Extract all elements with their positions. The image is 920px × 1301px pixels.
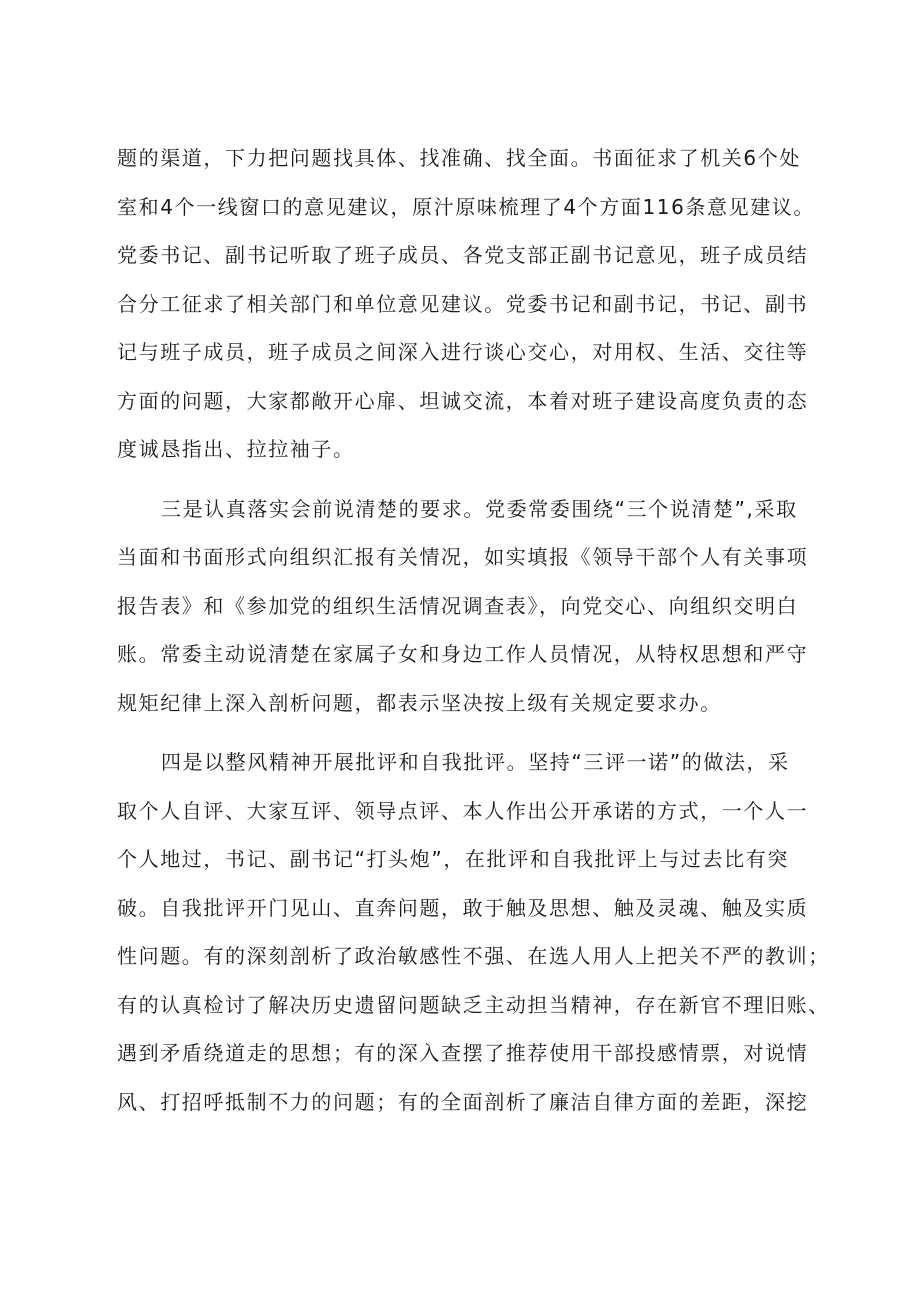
text-line: 账。常委主动说清楚在家属子女和身边工作人员情况，从特权思想和严守	[117, 642, 809, 666]
text-line: 室和4个一线窗口的意见建议，原汁原味梳理了4个方面116条意见建议。	[117, 194, 816, 219]
text-line: 题的渠道，下力把问题找具体、找准确、找全面。书面征求了机关6个处	[117, 146, 801, 170]
text-line: 破。自我批评开门见山、直奔问题，敢于触及思想、触及灵魂、触及实质	[117, 895, 809, 920]
text-line: 当面和书面形式向组织汇报有关情况，如实填报《领导干部个人有关事项	[117, 545, 809, 569]
paragraph-three-heading-line: 三是认真落实会前说清楚的要求。党委常委围绕“三个说清楚”,采取	[161, 496, 798, 521]
document-body	[117, 134, 829, 1126]
text-line: 度诚恳指出、拉拉袖子。	[117, 437, 355, 461]
text-line: 取个人自评、大家互评、领导点评、本人作出公开承诺的方式，一个人一	[117, 798, 809, 823]
text-line: 规矩纪律上深入剖析问题，都表示坚决按上级有关规定要求办。	[117, 690, 722, 715]
text-line: 风、打招呼抵制不力的问题；有的全面剖析了廉洁自律方面的差距，深挖	[117, 1089, 809, 1114]
paragraph-four-heading-line: 四是以整风精神开展批评和自我批评。坚持“三评一诺”的做法，采	[161, 750, 790, 774]
text-line: 合分工征求了相关部门和单位意见建议。党委书记和副书记，书记、副书	[117, 291, 809, 316]
text-line: 报告表》和《参加党的组织生活情况调查表》，向党交心、向组织交明白	[117, 593, 799, 618]
text-line: 遇到矛盾绕道走的思想；有的深入查摆了推荐使用干部投感情票，对说情	[117, 1041, 809, 1065]
text-line: 方面的问题，大家都敞开心扉、坦诚交流，本着对班子建设高度负责的态	[117, 388, 809, 413]
text-line: 个人地过，书记、副书记“打头炮”，在批评和自我批评上与过去比有突	[117, 847, 789, 871]
text-line: 性问题。有的深刻剖析了政治敏感性不强、在选人用人上把关不严的教训；	[117, 944, 830, 968]
text-line: 党委书记、副书记听取了班子成员、各党支部正副书记意见，班子成员结	[117, 243, 809, 267]
text-line: 记与班子成员，班子成员之间深入进行谈心交心，对用权、生活、交往等	[117, 340, 809, 364]
text-line: 有的认真检讨了解决历史遗留问题缺乏主动担当精神，存在新官不理旧账、	[117, 992, 830, 1017]
